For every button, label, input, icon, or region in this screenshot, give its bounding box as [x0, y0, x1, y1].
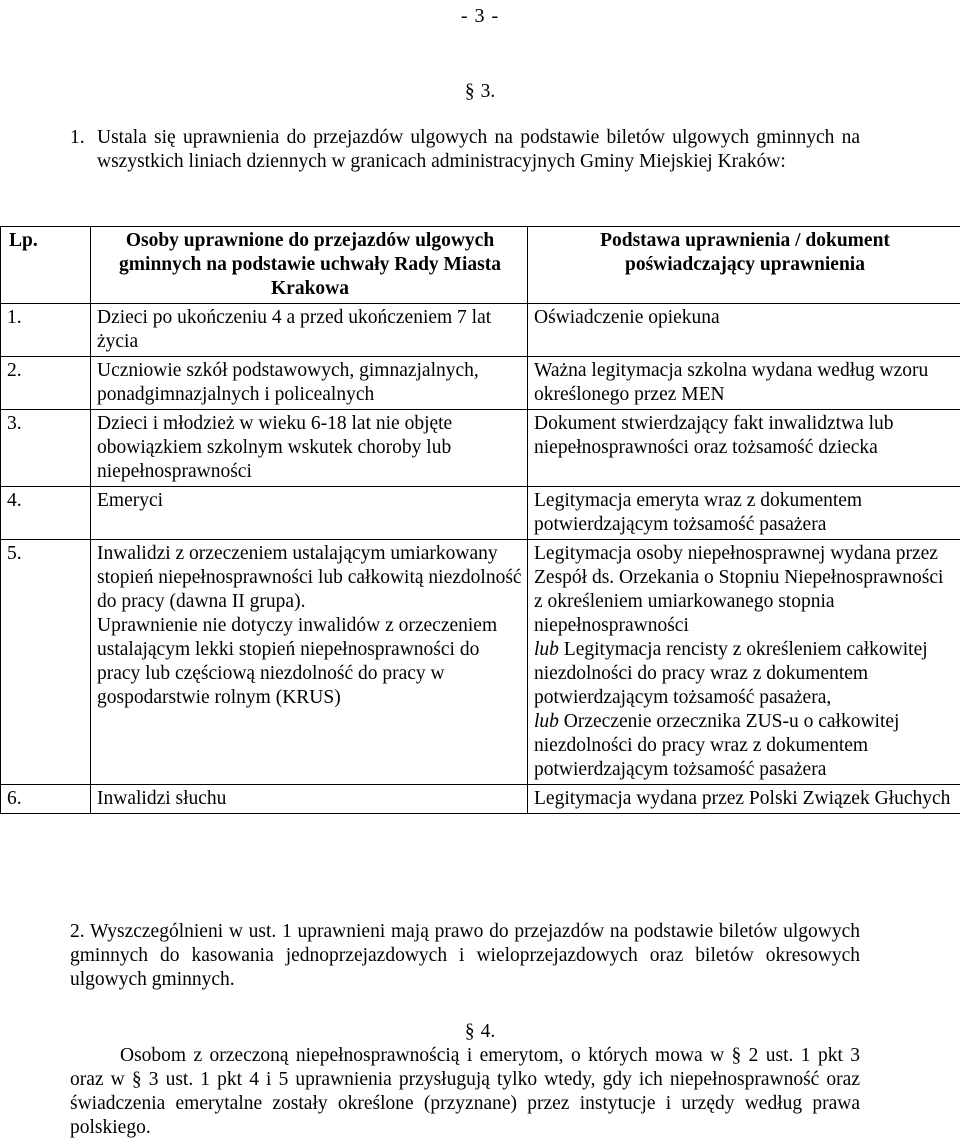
section-number: 4. [480, 1021, 496, 1042]
table-row [1, 785, 960, 814]
section-number: 3. [480, 81, 496, 102]
row-basis [528, 540, 960, 785]
section-3-heading [0, 80, 960, 104]
section-symbol: § [464, 1021, 475, 1042]
paragraph-2 [70, 920, 860, 992]
row-lp: 1. [1, 304, 91, 357]
row-persons: Inwalidzi słuchu [91, 785, 528, 814]
paragraph-2-text: Wyszczególnieni w ust. 1 uprawnieni mają prawo do przejazdów na podstawie biletów ulgowych gminnych do kasowania jednoprzejazdowych i wieloprzejazdowych oraz biletów okresowych ulgowych gminnych. [70, 921, 860, 990]
paragraph-4 [70, 1044, 860, 1140]
row-persons: Uczniowie szkół podstawowych, gimnazjalnych, ponadgimnazjalnych i policealnych [91, 357, 528, 410]
page-number: - 3 - [460, 5, 500, 27]
table-row [1, 304, 960, 357]
section-4-heading [0, 1020, 960, 1044]
row-persons: Dzieci po ukończeniu 4 a przed ukończeniem 7 lat życia [91, 304, 528, 357]
row-basis-option-1: Legitymacja osoby niepełnosprawnej wydana przez Zespół ds. Orzekania o Stopniu Niepełnosprawności z określeniem umiarkowanego stopnia niepełnosprawności [534, 543, 944, 636]
row-basis-option-2: Legitymacja rencisty z określeniem całkowitej niezdolności do pracy wraz z dokumentem potwierdzającym tożsamość pasażera, [534, 639, 928, 708]
paragraph-4-text: Osobom z orzeczoną niepełnosprawnością i emerytom, o których mowa w § 2 ust. 1 pkt 3 oraz w § 3 ust. 1 pkt 4 i 5 uprawnienia przysługują tylko wtedy, gdy ich niepełnosprawność oraz świadczenia emerytalne zostały określone (przyznane) przez instytucje i urzędy według prawa polskiego. [70, 1045, 860, 1138]
row-basis-or: lub [534, 711, 559, 732]
row-basis: Oświadczenie opiekuna [528, 304, 960, 357]
row-basis: Legitymacja wydana przez Polski Związek Głuchych [528, 785, 960, 814]
header-basis: Podstawa uprawnienia / dokument poświadczający uprawnienia [528, 227, 960, 304]
paragraph-1-text: Ustala się uprawnienia do przejazdów ulgowych na podstawie biletów ulgowych gminnych na wszystkich liniach dziennych w granicach administracyjnych Gminy Miejskiej Kraków: [97, 127, 860, 172]
row-persons: Dzieci i młodzież w wieku 6-18 lat nie objęte obowiązkiem szkolnym wskutek choroby lub niepełnosprawności [91, 410, 528, 487]
row-persons-note: Uprawnienie nie dotyczy inwalidów z orzeczeniem ustalającym lekki stopień niepełnosprawności do pracy lub częściową niezdolność do pracy w gospodarstwie rolnym (KRUS) [97, 615, 498, 708]
table-row [1, 410, 960, 487]
row-persons [91, 540, 528, 785]
table-row [1, 487, 960, 540]
row-lp: 6. [1, 785, 91, 814]
row-basis: Legitymacja emeryta wraz z dokumentem potwierdzającym tożsamość pasażera [528, 487, 960, 540]
row-basis-or: lub [534, 639, 559, 660]
header-lp: Lp. [1, 227, 91, 304]
section-symbol: § [464, 81, 475, 102]
row-lp: 5. [1, 540, 91, 785]
row-basis: Ważna legitymacja szkolna wydana według wzoru określonego przez MEN [528, 357, 960, 410]
header-persons: Osoby uprawnione do przejazdów ulgowych gminnych na podstawie uchwały Rady Miasta Krakowa [91, 227, 528, 304]
paragraph-2-number: 2. [70, 921, 85, 942]
table-header-row [1, 227, 960, 304]
table-row [1, 357, 960, 410]
row-persons: Emeryci [91, 487, 528, 540]
row-lp: 3. [1, 410, 91, 487]
paragraph-1-number: 1. [70, 127, 85, 148]
row-basis-option-3: Orzeczenie orzecznika ZUS-u o całkowitej niezdolności do pracy wraz z dokumentem potwierdzającym tożsamość pasażera [534, 711, 900, 780]
row-lp: 2. [1, 357, 91, 410]
row-persons-main: Inwalidzi z orzeczeniem ustalającym umiarkowany stopień niepełnosprawności lub całkowitą niezdolność do pracy (dawna II grupa). [97, 543, 522, 612]
row-basis: Dokument stwierdzający fakt inwalidztwa lub niepełnosprawności oraz tożsamość dziecka [528, 410, 960, 487]
table-row [1, 540, 960, 785]
paragraph-1 [70, 126, 860, 174]
row-lp: 4. [1, 487, 91, 540]
rights-table [0, 226, 960, 814]
